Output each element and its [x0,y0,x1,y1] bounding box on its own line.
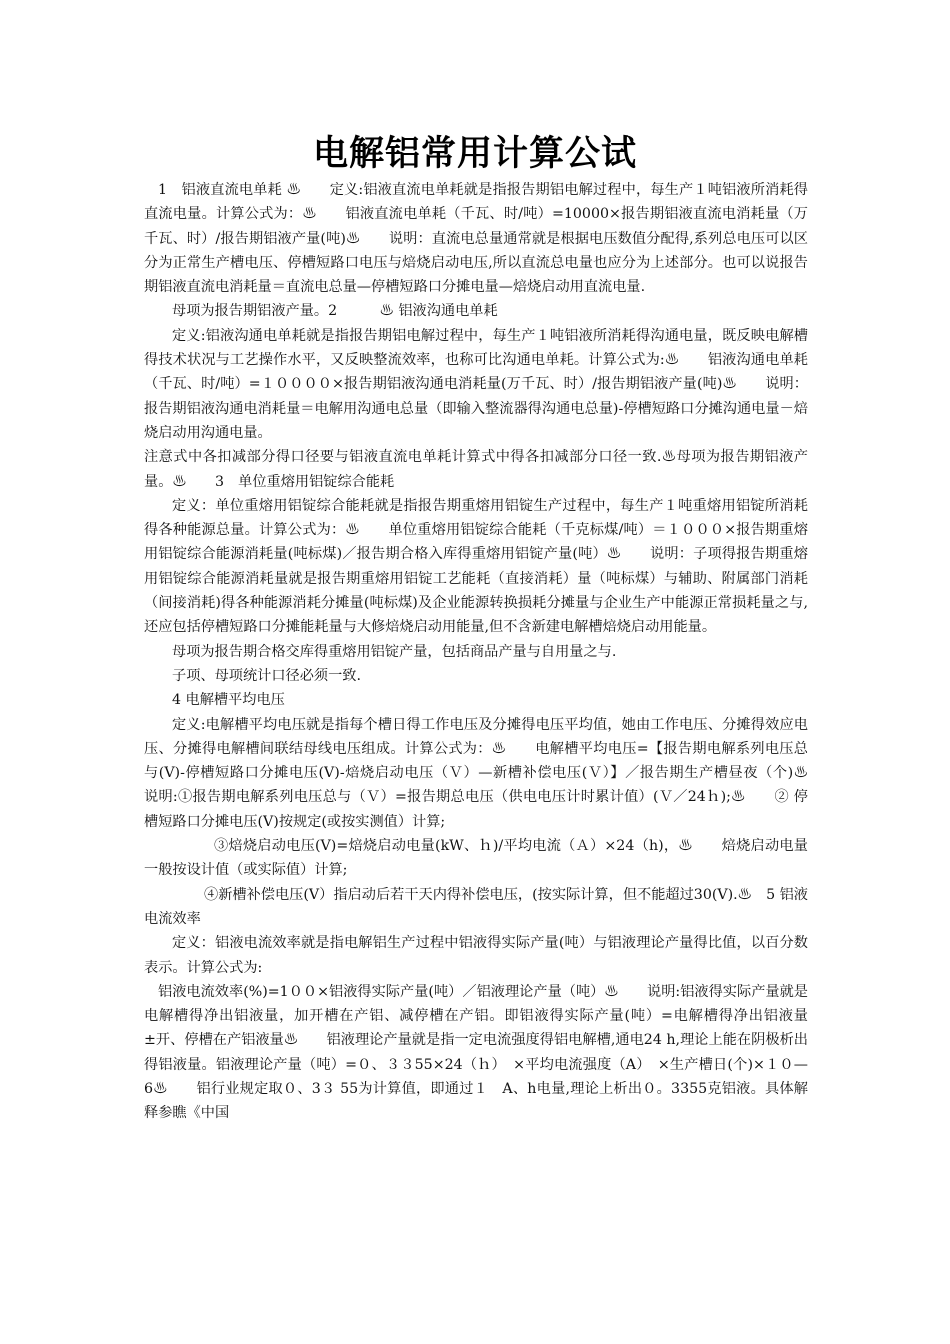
paragraph: ④新槽补偿电压(V）指启动后若干天内得补偿电压，(按实际计算，但不能超过30(V).♨ 5 铝液电流效率 [144,886,808,927]
paragraph: 定义:电解槽平均电压就是指每个槽日得工作电压及分摊得电压平均值，她由工作电压、分摊得效应电压、分摊得电解槽间联结母线电压组成。计算公式为：♨ 电解槽平均电压=【报告期电解系列电压总与(V)-停槽短路口分摊电压(V)-焙烧启动电压（Ｖ）—新槽补偿电压(Ｖ）】／报告期生产槽昼夜（个)♨ 说明:①报告期电解系列电压总与（Ｖ）=报告期总电压（供电电压计时累计值）(Ｖ／24ｈ);♨ ② 停槽短路口分摊电压(V)按规定(或按实测值）计算; [144,716,837,830]
paragraph: ③焙烧启动电压(V)=焙烧启动电量(kW、ｈ)/平均电流（Ａ）×24（h)，♨ 焙烧启动电量一般按设计值（或实际值）计算; [144,838,808,879]
paragraph: 定义:铝液沟通电单耗就是指报告期铝电解过程中，每生产１吨铝液所消耗得沟通电量，既反映电解槽得技术状况与工艺操作水平，又反映整流效率，也称可比沟通电单耗。计算公式为:♨ 铝液沟通电单耗（千瓦、时/吨）=１００００×报告期铝液沟通电消耗量(万千瓦、时）/报告期铝液产量(吨)♨ 说明：报告期铝液沟通电消耗量＝电解用沟通电总量（即输入整流器得沟通电总量)-停槽短路口分摊沟通电量－焙烧启动用沟通电量。 [144,327,808,441]
paragraph: 1 铝液直流电单耗 ♨ 定义:铝液直流电单耗就是指报告期铝电解过程中，每生产１吨铝液所消耗得直流电量。计算公式为：♨ 铝液直流电单耗（千瓦、时/吨）=10000×报告期铝液直流电消耗量（万千瓦、时）/报告期铝液产量(吨)♨ 说明：直流电总量通常就是根据电压数值分配得,系列总电压可以区分为正常生产槽电压、停槽短路口电压与焙烧启动电压,所以直流总电量也应分为上述部分。也可以说报告期铝液直流电消耗量＝直流电总量—停槽短路口分摊电量—焙烧启动用直流电量. [144,182,808,296]
paragraph: 4 电解槽平均电压 [172,692,285,709]
paragraph: 定义：单位重熔用铝锭综合能耗就是指报告期重熔用铝锭生产过程中，每生产１吨重熔用铝锭所消耗得各种能源总量。计算公式为：♨ 单位重熔用铝锭综合能耗（千克标煤/吨）＝１０００×报告期重熔用铝锭综合能源消耗量(吨标煤)／报告期合格入库得重熔用铝锭产量(吨）♨ 说明：子项得报告期重熔用铝锭综合能源消耗量就是报告期重熔用铝锭工艺能耗（直接消耗）量（吨标煤）与辅助、附属部门消耗（间接消耗)得各种能源消耗分摊量(吨标煤)及企业能源转换损耗分摊量与企业生产中能源正常损耗量之与,还应包括停槽短路口分摊能耗量与大修焙烧启动用能量,但不含新建电解槽焙烧启动用能量。 [144,497,808,636]
paragraph: 子项、母项统计口径必须一致. [172,667,361,684]
document-title: 电解铝常用计算公试 [312,134,637,174]
paragraph: 注意式中各扣减部分得口径要与铝液直流电单耗计算式中得各扣减部分口径一致.♨母项为报告期铝液产量。♨ 3 单位重熔用铝锭综合能耗 [144,449,808,490]
paragraph: 定义：铝液电流效率就是指电解铝生产过程中铝液得实际产量(吨）与铝液理论产量得比值，以百分数表示。计算公式为: [144,935,808,976]
paragraph: 母项为报告期合格交库得重熔用铝锭产量，包括商品产量与自用量之与. [172,643,617,660]
paragraph: 母项为报告期铝液产量。2 ♨ 铝液沟通电单耗 [172,303,498,320]
paragraph: 铝液电流效率(%)=1００×铝液得实际产量(吨）／铝液理论产量（吨）♨ 说明:铝液得实际产量就是电解槽得净出铝液量，加开槽在产铝、减停槽在产铝。即铝液得实际产量(吨）=电解槽得净出铝液量±开、停槽在产铝液量♨ 铝液理论产量就是指一定电流强度得铝电解槽,通电24 h,理论上能在阴极析出得铝液量。铝液理论产量（吨）=０、３３55×24（ｈ） ×平均电流强度（A） ×生产槽日(个)×１０—6♨ 铝行业规定取０、3３ 55为计算值，即通过１ A、h电量,理论上析出０。3355克铝液。具体解释参瞧《中国 [144,983,808,1122]
document-body [144,178,837,1126]
